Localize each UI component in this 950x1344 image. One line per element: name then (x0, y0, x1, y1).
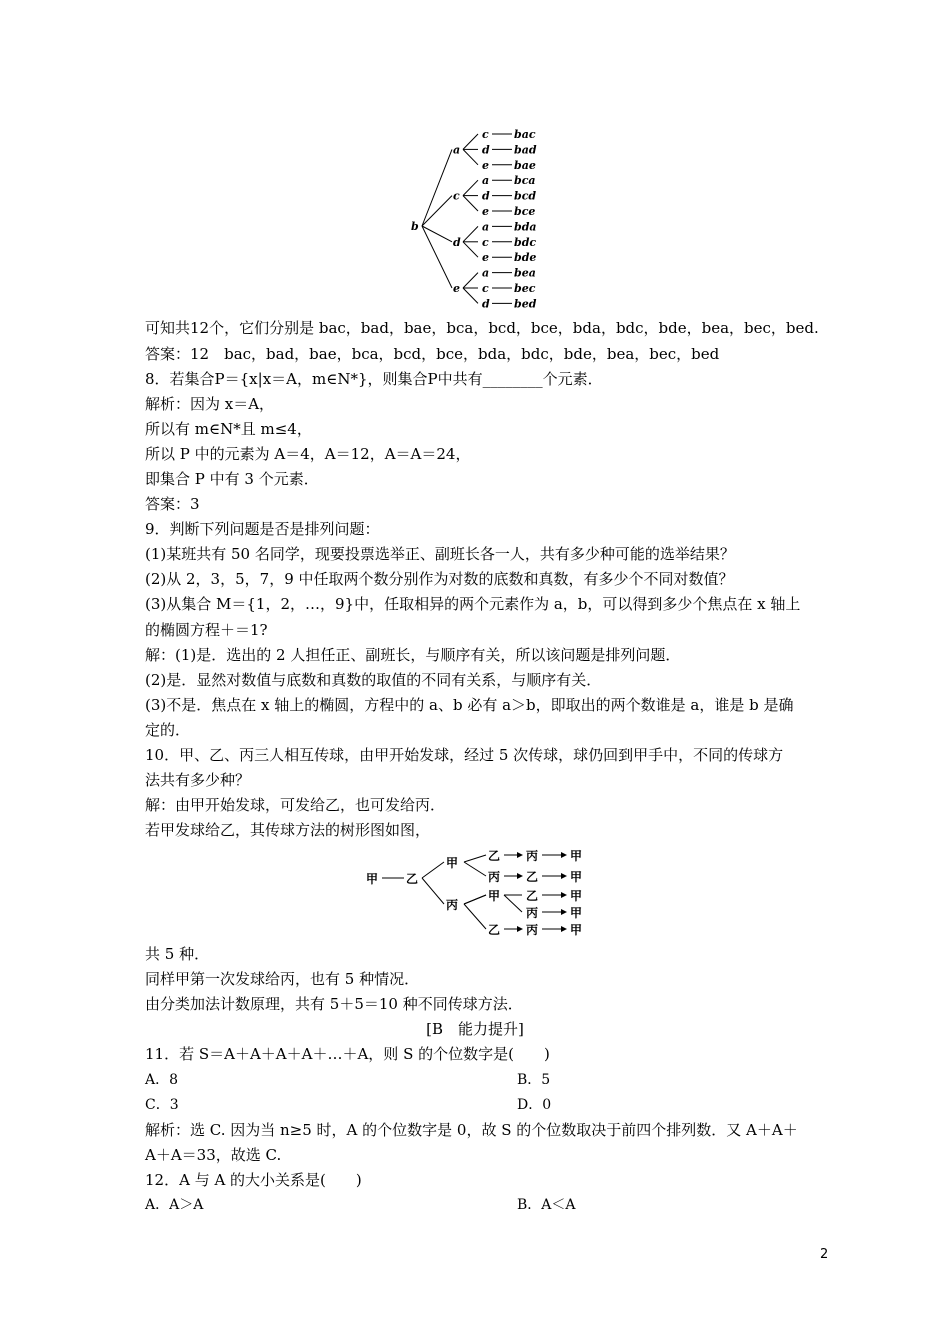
option-a: A．8 (145, 1072, 179, 1088)
tree-leaf-label: d (482, 143, 490, 157)
tree-leaf-label: c (482, 235, 489, 249)
tree-result-label: bec (514, 282, 536, 295)
tree-leaf-label: e (482, 251, 489, 265)
option-a: A．A＞A (145, 1197, 204, 1213)
text-line: 由分类加法计数原理，共有 5＋5＝10 种不同传球方法． (145, 995, 523, 1013)
tree-edge (463, 196, 478, 211)
tree-result-label: bad (514, 143, 537, 157)
tree2-node-label: 丙 (526, 849, 539, 863)
tree-result-label: bda (514, 220, 537, 234)
section-heading: [B 能力提升] (426, 1020, 524, 1038)
text-line: (2)是．显然对数值与底数和真数的取值的不同有关系，与顺序有关． (145, 671, 602, 689)
tree2-end-label: 甲 (570, 889, 583, 903)
tree-edge (422, 226, 452, 242)
tree-result-label: bcd (514, 189, 537, 203)
tree2-node-label: 甲 (488, 889, 501, 903)
text-line: 所以 P 中的元素为 A＝4，A＝12，A＝A＝24， (145, 445, 471, 463)
tree2-edge (422, 878, 444, 904)
answer-line: 答案：3 (145, 495, 200, 513)
tree2-end-label: 甲 (570, 923, 583, 937)
tree-result-label: bde (514, 251, 537, 265)
tree-result-label: bed (514, 297, 537, 311)
tree-root-label: b (411, 220, 419, 233)
tree2-edge (464, 895, 486, 904)
page-number: 2 (820, 1247, 829, 1262)
tree-edge (463, 242, 478, 257)
text-line: 若甲发球给乙，其传球方法的树形图如图， (145, 821, 431, 839)
tree-leaf-label: e (482, 205, 489, 218)
text-line: 共 5 种． (145, 945, 210, 963)
question-11: 11．若 S＝A＋A＋A＋A＋…＋A，则 S 的个位数字是( ) (145, 1045, 550, 1063)
question-9: 9．判断下列问题是否是排列问题： (145, 520, 380, 538)
text-line: 可知共12个，它们分别是 bac，bad，bae，bca，bcd，bce，bda，bdc，bde，bea，bec，bed. (145, 319, 819, 337)
tree2-node-label: 甲 (446, 856, 459, 870)
text-line: 解析：选 C. 因为当 n≥5 时，A 的个位数字是 0，故 S 的个位数取决于前四个排列数．又 A＋A＋ (145, 1121, 798, 1139)
text-line: (3)从集合 M＝{1，2，…，9}中，任取相异的两个元素作为 a，b，可以得到多少个焦点在 x 轴上 (145, 595, 801, 613)
tree2-edge (464, 855, 486, 862)
text-line: (1)某班共有 50 名同学，现要投票选举正、副班长各一人，共有多少种可能的选举结果？ (145, 545, 735, 563)
option-b: B．5 (517, 1072, 551, 1088)
tree2-edge (464, 862, 486, 876)
tree2-edge (464, 904, 486, 929)
tree-result-label: bac (514, 128, 536, 141)
tree-leaf-label: c (482, 128, 489, 141)
text-line: (3)不是．焦点在 x 轴上的椭圆，方程中的 a、b 必有 a＞b，即取出的两个数谁是 a，谁是 b 是确 (145, 696, 794, 714)
tree-diagram-1 (400, 124, 550, 312)
text-line: (2)从 2，3，5，7，9 中任取两个数分别作为对数的底数和真数，有多少个不同对数值？ (145, 570, 734, 588)
tree-edge (463, 226, 478, 241)
tree-diagram-2-svg (360, 844, 590, 940)
tree-result-label: bdc (514, 235, 537, 249)
tree-result-label: bca (514, 174, 536, 188)
tree2-node-label: 丙 (488, 870, 501, 884)
tree-leaf-label: d (482, 189, 490, 203)
text-line: 解：(1)是．选出的 2 人担任正、副班长，与顺序有关，所以该问题是排列问题． (145, 646, 681, 664)
text-line: 的椭圆方程＋＝1? (145, 621, 268, 639)
tree2-node-label: 乙 (488, 849, 501, 863)
tree-leaf-label: c (482, 282, 489, 295)
text-line: 即集合 P 中有 3 个元素． (145, 470, 319, 488)
text-line: 所以有 m∈N*且 m≤4， (145, 420, 312, 438)
tree2-end-label: 甲 (570, 849, 583, 863)
tree-result-label: bce (514, 205, 536, 218)
tree-edge (463, 180, 478, 195)
tree-leaf-label: a (482, 266, 490, 280)
tree2-edge (504, 895, 522, 912)
text-line: 定的． (145, 721, 191, 739)
tree2-first-label: 乙 (406, 872, 419, 886)
question-8: 8．若集合P＝{x|x＝A，m∈N*}，则集合P中共有________个元素． (145, 370, 603, 388)
tree-edge (463, 288, 478, 303)
tree-diagram-2 (360, 844, 590, 940)
tree-diagram-1-svg (400, 124, 550, 312)
tree2-edge (422, 862, 444, 878)
tree-node-label: c (453, 189, 460, 203)
option-d: D．0 (517, 1097, 552, 1113)
question-12: 12．A 与 A 的大小关系是( ) (145, 1171, 362, 1189)
tree-leaf-label: e (482, 158, 489, 172)
answer-line: 答案：12 bac，bad，bae，bca，bcd，bce，bda，bdc，bde，bea，bec，bed (145, 345, 720, 363)
tree2-node-label: 丙 (526, 923, 539, 937)
tree-leaf-label: d (482, 297, 490, 311)
question-10: 10．甲、乙、丙三人相互传球，由甲开始发球，经过 5 次传球，球仍回到甲手中，不同的传球方 (145, 746, 784, 764)
tree2-node-label: 乙 (526, 870, 539, 884)
tree-edge (463, 134, 478, 149)
tree-result-label: bea (514, 266, 536, 280)
tree2-end-label: 甲 (570, 906, 583, 920)
tree2-node-label: 丙 (526, 906, 539, 920)
tree-edge (422, 196, 452, 226)
tree-edge (463, 149, 478, 164)
tree-leaf-label: a (482, 174, 490, 188)
tree2-start-label: 甲 (366, 872, 379, 886)
tree-node-label: a (453, 143, 461, 157)
tree-edge (422, 149, 452, 226)
option-c: C．3 (145, 1097, 179, 1113)
option-b: B．A＜A (517, 1197, 576, 1213)
tree2-node-label: 乙 (526, 889, 539, 903)
tree2-node-label: 丙 (446, 898, 459, 912)
tree-node-label: e (453, 282, 460, 295)
tree2-end-label: 甲 (570, 870, 583, 884)
tree-leaf-label: a (482, 220, 490, 234)
text-line: 法共有多少种？ (145, 771, 251, 789)
text-line: 同样甲第一次发球给丙，也有 5 种情况． (145, 970, 420, 988)
tree-edge (463, 273, 478, 288)
tree-edge (422, 226, 452, 288)
tree-result-label: bae (514, 158, 536, 172)
tree2-node-label: 乙 (488, 923, 501, 937)
text-line: 解析：因为 x＝A， (145, 395, 275, 413)
text-line: A＋A＝33，故选 C. (145, 1146, 282, 1164)
text-line: 解：由甲开始发球，可发给乙，也可发给丙． (145, 796, 446, 814)
tree-node-label: d (453, 235, 461, 249)
